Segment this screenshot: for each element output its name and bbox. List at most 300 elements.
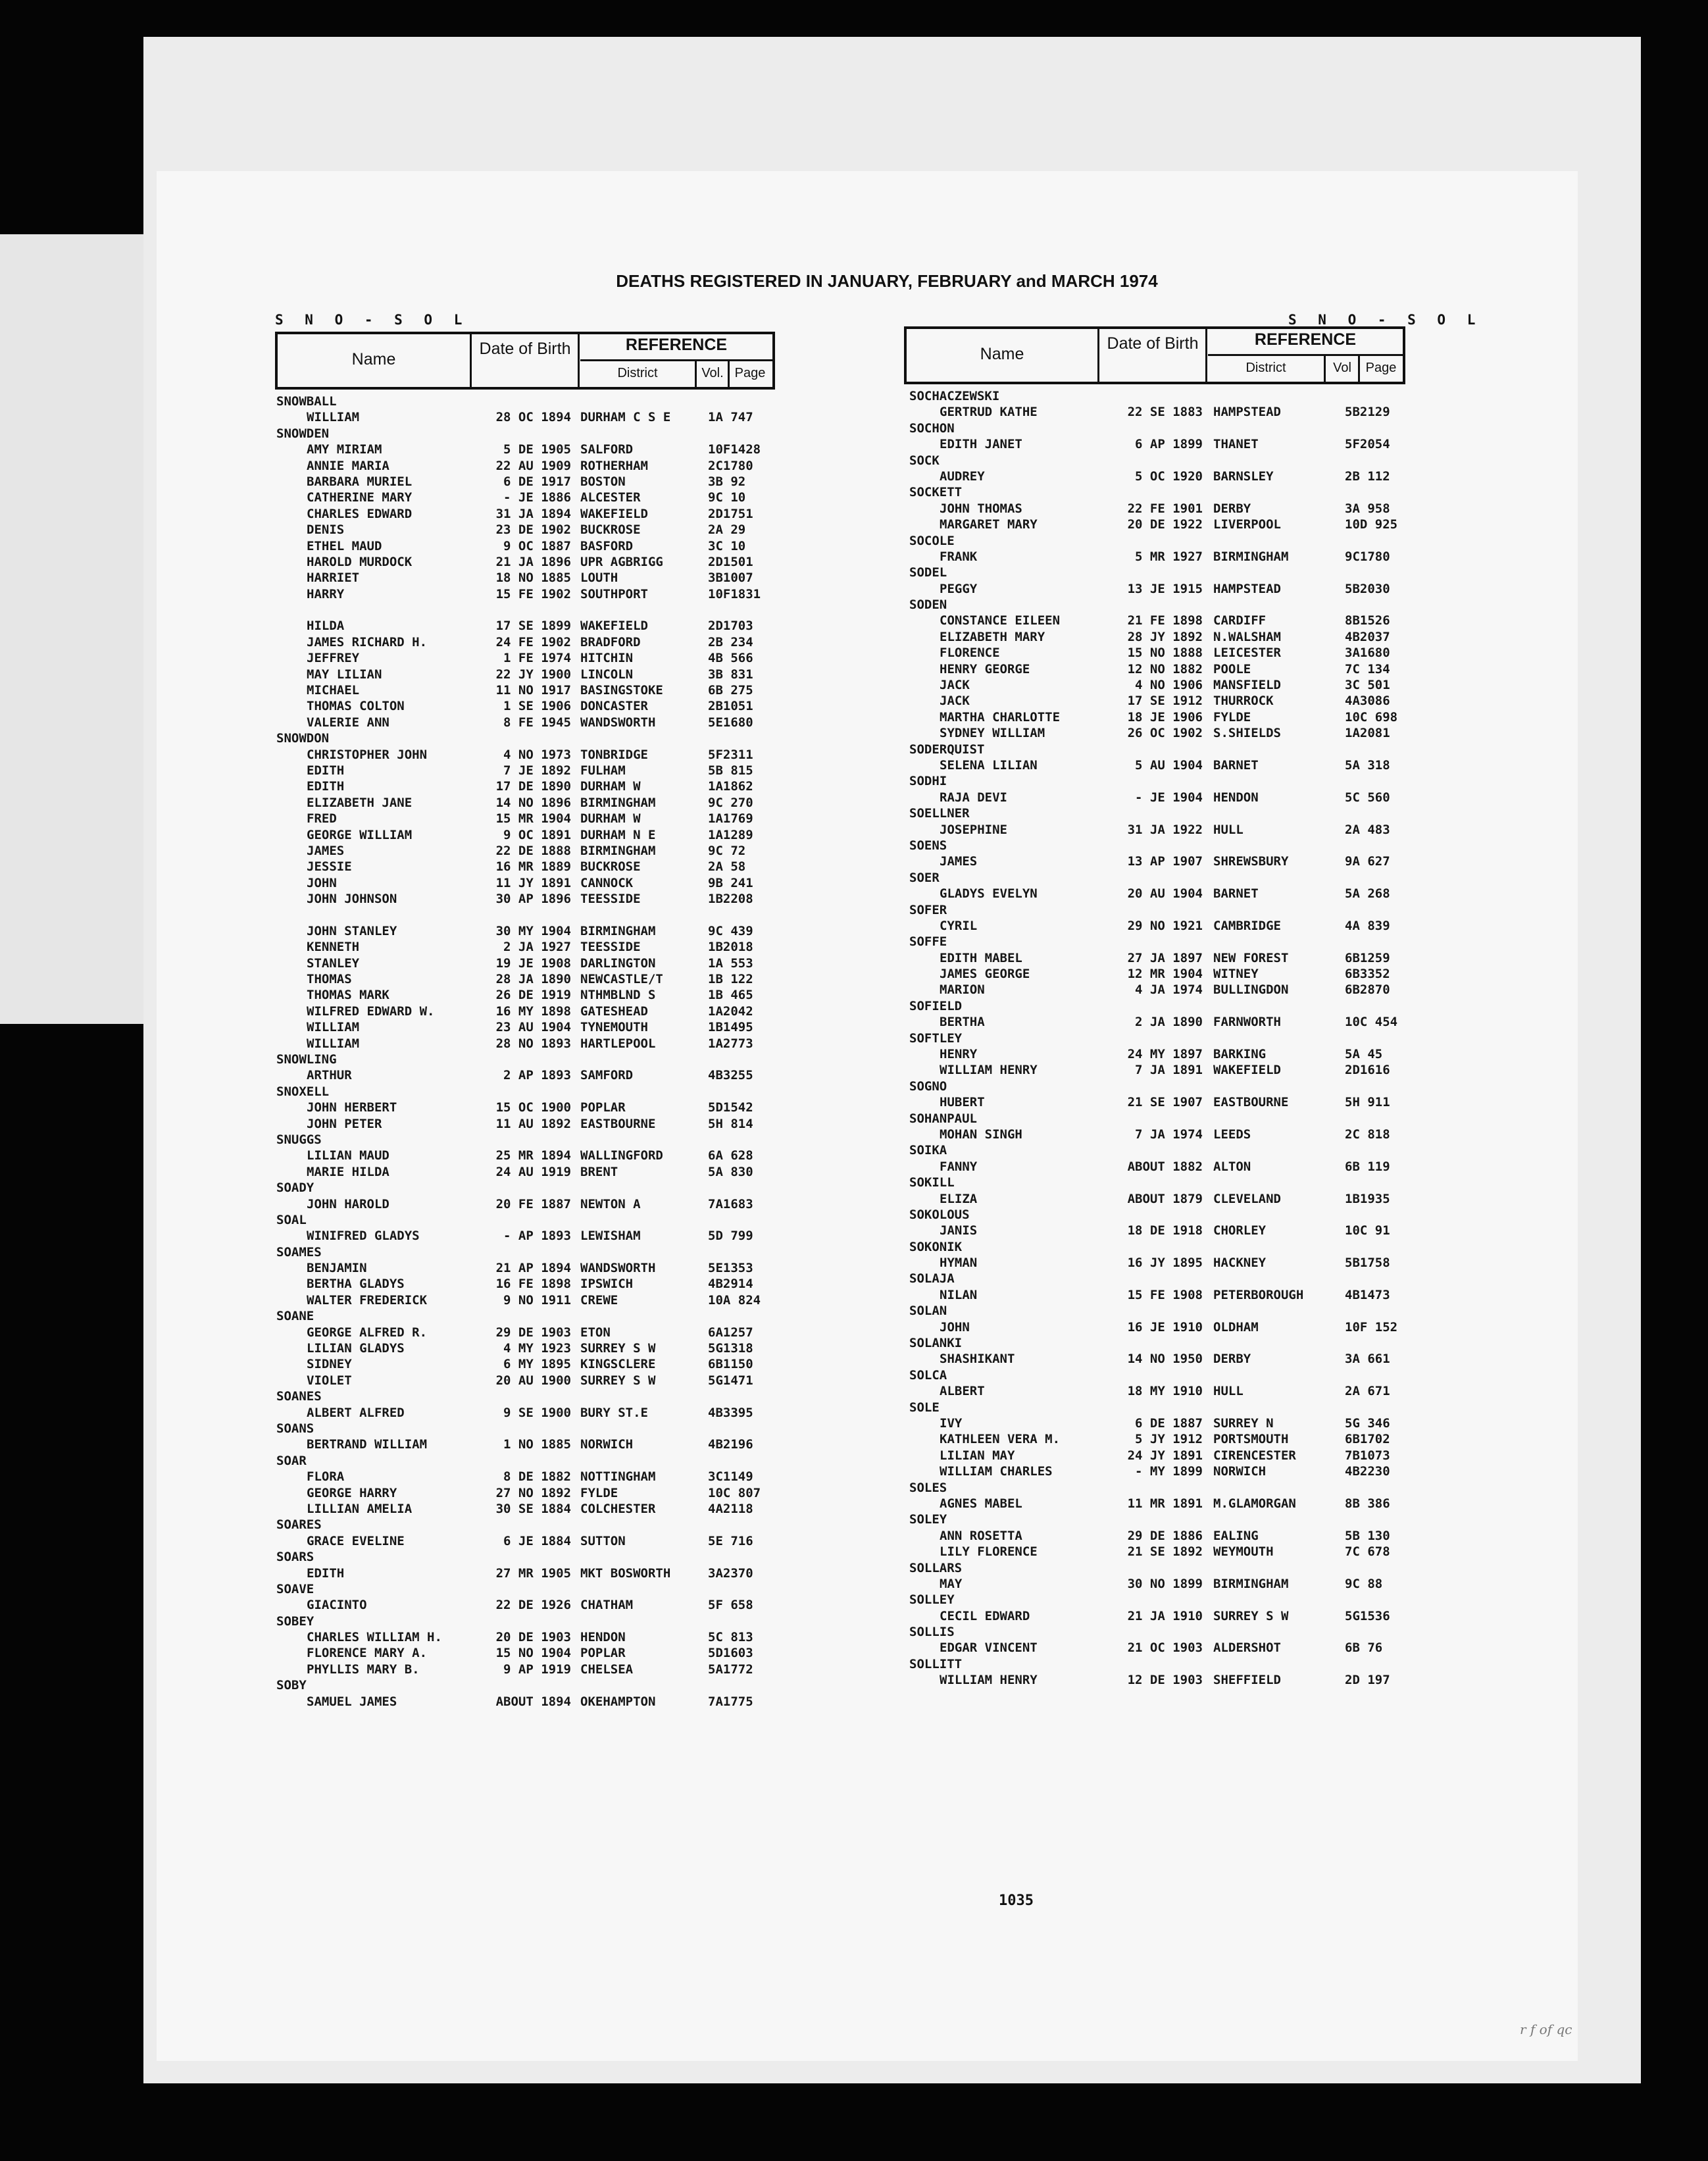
date-of-birth: 18 MY 1910 — [1127, 1384, 1203, 1399]
surname: SOFER — [909, 902, 947, 917]
register-entry — [909, 1672, 1409, 1688]
surname: SOADY — [276, 1181, 314, 1196]
date-of-birth: 11 JY 1891 — [495, 875, 571, 890]
surname-heading — [909, 453, 1409, 469]
surname-heading — [909, 742, 1409, 757]
surname: SOLLEY — [909, 1592, 955, 1608]
district: BASFORD — [580, 538, 634, 553]
surname: SODERQUIST — [909, 742, 985, 757]
date-of-birth: 15 MR 1904 — [495, 811, 571, 826]
surname-heading — [909, 870, 1409, 886]
register-entry — [276, 795, 776, 811]
surname-heading — [276, 1052, 776, 1067]
district: COLCHESTER — [580, 1501, 656, 1516]
register-entry — [909, 1431, 1409, 1447]
date-of-birth: 17 DE 1890 — [495, 779, 571, 794]
register-entry — [909, 661, 1409, 677]
surname: SOBY — [276, 1678, 307, 1693]
district: ALTON — [1213, 1159, 1251, 1174]
register-entry — [276, 1004, 776, 1019]
date-of-birth: 7 JA 1891 — [1135, 1063, 1203, 1078]
header-vol: Vol — [1333, 361, 1351, 375]
register-entry — [909, 613, 1409, 628]
reference: 1B2018 — [708, 940, 753, 955]
surname: SOFTLEY — [909, 1030, 963, 1046]
given-name: JOHN PETER — [307, 1116, 382, 1131]
date-of-birth: 15 NO 1888 — [1127, 646, 1203, 661]
given-name: WILLIAM HENRY — [940, 1673, 1038, 1688]
date-of-birth: 31 JA 1894 — [495, 506, 571, 521]
register-entry — [276, 1164, 776, 1180]
reference: 6B1150 — [708, 1357, 753, 1372]
reference: 5B2129 — [1345, 405, 1390, 420]
given-name: ETHEL MAUD — [307, 538, 382, 553]
header-district: District — [617, 366, 658, 380]
given-name: KENNETH — [307, 940, 360, 955]
given-name: FLORENCE MARY A. — [307, 1646, 428, 1661]
reference: 3B 831 — [708, 667, 753, 682]
surname-heading — [909, 597, 1409, 613]
reference: 9A 627 — [1345, 854, 1390, 869]
date-of-birth: 24 FE 1902 — [495, 634, 571, 649]
date-of-birth: 29 NO 1921 — [1127, 918, 1203, 933]
reference: 2C 818 — [1345, 1127, 1390, 1142]
reference: 5B 130 — [1345, 1528, 1390, 1543]
reference: 2D1501 — [708, 554, 753, 569]
district: UPR AGBRIGG — [580, 554, 663, 569]
district: NEWTON A — [580, 1196, 641, 1211]
header-vol: Vol. — [701, 366, 724, 380]
surname-heading — [909, 1175, 1409, 1190]
district: NORWICH — [580, 1437, 634, 1452]
district: DURHAM N E — [580, 827, 656, 842]
date-of-birth: 21 JA 1896 — [495, 554, 571, 569]
reference: 6A 628 — [708, 1148, 753, 1163]
surname: SOLCA — [909, 1367, 947, 1383]
register-entry — [909, 1576, 1409, 1592]
given-name: FRED — [307, 811, 337, 826]
register-entry — [276, 667, 776, 682]
reference: 5F2054 — [1345, 437, 1390, 452]
surname-heading — [276, 1453, 776, 1469]
date-of-birth: 12 NO 1882 — [1127, 661, 1203, 676]
district: BOSTON — [580, 474, 626, 489]
given-name: HENRY GEORGE — [940, 661, 1030, 676]
date-of-birth: 15 NO 1904 — [495, 1646, 571, 1661]
surname-heading — [909, 1656, 1409, 1672]
reference: 2A 29 — [708, 522, 746, 538]
given-name: JOHN — [307, 875, 337, 890]
register-entry — [909, 709, 1409, 725]
surname-heading — [276, 1517, 776, 1533]
district: CAMBRIDGE — [1213, 918, 1281, 933]
register-entry — [909, 404, 1409, 420]
district: EASTBOURNE — [1213, 1095, 1289, 1110]
given-name: BENJAMIN — [307, 1261, 367, 1276]
header-reference: REFERENCE — [625, 336, 728, 354]
district: BUCKROSE — [580, 859, 641, 875]
surname: SOKILL — [909, 1175, 955, 1190]
surname-heading — [909, 420, 1409, 436]
surname: SNOWLING — [276, 1052, 337, 1067]
given-name: HARRY — [307, 586, 345, 601]
register-entry — [276, 458, 776, 474]
given-name: SHASHIKANT — [940, 1352, 1015, 1367]
district: CANNOCK — [580, 875, 634, 890]
district: FARNWORTH — [1213, 1015, 1281, 1030]
register-entry — [276, 1373, 776, 1388]
date-of-birth: 16 JE 1910 — [1127, 1319, 1203, 1335]
district: ROTHERHAM — [580, 458, 648, 473]
reference: 5A 830 — [708, 1164, 753, 1179]
reference: 10C 91 — [1345, 1223, 1390, 1238]
district: SURREY S W — [1213, 1608, 1289, 1623]
district: BARNSLEY — [1213, 469, 1274, 484]
register-entry — [276, 1228, 776, 1244]
given-name: VALERIE ANN — [307, 715, 389, 730]
register-entry — [909, 886, 1409, 902]
date-of-birth: 22 DE 1926 — [495, 1598, 571, 1613]
surname: SOGNO — [909, 1079, 947, 1094]
register-entry — [276, 442, 776, 457]
surname-heading — [909, 533, 1409, 549]
surname: SOBEY — [276, 1614, 314, 1629]
given-name: CECIL EDWARD — [940, 1608, 1030, 1623]
district: POPLAR — [580, 1100, 626, 1115]
date-of-birth: 11 AU 1892 — [495, 1116, 571, 1131]
date-of-birth: 30 MY 1904 — [495, 923, 571, 938]
date-of-birth: 21 SE 1907 — [1127, 1095, 1203, 1110]
district: FYLDE — [580, 1485, 618, 1500]
surname-heading — [909, 1303, 1409, 1319]
date-of-birth: 22 DE 1888 — [495, 843, 571, 858]
given-name: PHYLLIS MARY B. — [307, 1662, 420, 1677]
given-name: WILLIAM — [307, 1036, 360, 1051]
surname: SOKOLOUS — [909, 1207, 970, 1222]
district: CREWE — [580, 1292, 618, 1308]
date-of-birth: 21 JA 1910 — [1127, 1608, 1203, 1623]
surname: SODEL — [909, 565, 947, 580]
register-entry — [276, 1019, 776, 1035]
register-entry — [276, 1597, 776, 1613]
reference: 4A 839 — [1345, 918, 1390, 933]
district: EALING — [1213, 1528, 1259, 1543]
date-of-birth: 2 JA 1890 — [1135, 1015, 1203, 1030]
register-entry — [276, 698, 776, 714]
register-entry — [909, 1415, 1409, 1431]
surname-heading — [909, 1592, 1409, 1608]
date-of-birth: 2 AP 1893 — [503, 1068, 571, 1083]
district: HAMPSTEAD — [1213, 405, 1281, 420]
district: WANDSWORTH — [580, 715, 656, 730]
district: WAKEFIELD — [1213, 1063, 1281, 1078]
reference: 3A 661 — [1345, 1352, 1390, 1367]
date-of-birth: 30 NO 1899 — [1127, 1576, 1203, 1591]
reference: 3C 10 — [708, 538, 746, 553]
reference: 5A 45 — [1345, 1047, 1383, 1062]
surname: SNOWBALL — [276, 394, 337, 409]
surname-heading — [276, 394, 776, 409]
register-entry — [276, 409, 776, 425]
district: CARDIFF — [1213, 613, 1267, 628]
register-entry — [909, 1640, 1409, 1656]
register-entry — [909, 757, 1409, 773]
surname-heading — [909, 934, 1409, 950]
date-of-birth: 20 FE 1887 — [495, 1196, 571, 1211]
reference: 5H 911 — [1345, 1095, 1390, 1110]
blank-line — [276, 602, 776, 618]
district: SURREY S W — [580, 1373, 656, 1388]
date-of-birth: - JE 1886 — [503, 490, 571, 505]
reference: 2D1703 — [708, 619, 753, 634]
reference: 2B 112 — [1345, 469, 1390, 484]
date-of-birth: 28 NO 1893 — [495, 1036, 571, 1051]
given-name: DENIS — [307, 522, 345, 538]
surname: SOFFE — [909, 934, 947, 950]
register-entry — [909, 469, 1409, 484]
header-dob: Date of Birth — [1107, 334, 1199, 353]
register-entry — [276, 811, 776, 826]
reference: 9B 241 — [708, 875, 753, 890]
district: BRADFORD — [580, 634, 641, 649]
surname: SOLLITT — [909, 1656, 963, 1671]
district: BIRMINGHAM — [580, 795, 656, 810]
given-name: GIACINTO — [307, 1598, 367, 1613]
district: BARKING — [1213, 1047, 1267, 1062]
given-name: ELIZA — [940, 1191, 978, 1206]
reference: 4B2914 — [708, 1277, 753, 1292]
date-of-birth: ABOUT 1879 — [1127, 1191, 1203, 1206]
reference: 5H 814 — [708, 1116, 753, 1131]
reference: 6A1257 — [708, 1325, 753, 1340]
given-name: MICHAEL — [307, 683, 360, 698]
given-name: JOHN THOMAS — [940, 501, 1022, 516]
given-name: EDITH JANET — [940, 437, 1022, 452]
reference: 6B 76 — [1345, 1640, 1383, 1656]
register-entry — [909, 1608, 1409, 1624]
district: CHORLEY — [1213, 1223, 1267, 1238]
district: FYLDE — [1213, 709, 1251, 725]
surname-heading — [909, 1271, 1409, 1286]
surname: SOLANKI — [909, 1336, 963, 1351]
date-of-birth: 16 FE 1898 — [495, 1277, 571, 1292]
register-entry — [276, 506, 776, 522]
surname-heading — [276, 1084, 776, 1100]
header-reference: REFERENCE — [1254, 330, 1357, 349]
district: NORWICH — [1213, 1464, 1267, 1479]
district: DURHAM C S E — [580, 410, 671, 425]
district: THURROCK — [1213, 694, 1274, 709]
given-name: RAJA DEVI — [940, 790, 1007, 805]
given-name: HAROLD MURDOCK — [307, 554, 413, 569]
district: DERBY — [1213, 1352, 1251, 1367]
register-entry — [276, 715, 776, 730]
district: NTHMBLND S — [580, 988, 656, 1003]
district: HAMPSTEAD — [1213, 581, 1281, 596]
date-of-birth: - AP 1893 — [503, 1229, 571, 1244]
surname: SOLLARS — [909, 1560, 963, 1575]
given-name: ELIZABETH MARY — [940, 629, 1045, 644]
register-entry — [909, 1448, 1409, 1463]
surname-heading — [909, 1560, 1409, 1576]
register-entry — [276, 1116, 776, 1132]
register-entry — [276, 490, 776, 505]
district: BRENT — [580, 1164, 618, 1179]
district: DURHAM W — [580, 779, 641, 794]
date-of-birth: 5 AU 1904 — [1135, 757, 1203, 773]
district: HENDON — [1213, 790, 1259, 805]
register-entry — [909, 1255, 1409, 1271]
date-of-birth: 11 MR 1891 — [1127, 1496, 1203, 1511]
surname: SOARS — [276, 1550, 314, 1565]
given-name: CHARLES WILLIAM H. — [307, 1630, 442, 1645]
district: BURY ST.E — [580, 1405, 648, 1420]
district: M.GLAMORGAN — [1213, 1496, 1296, 1511]
given-name: ANN ROSETTA — [940, 1528, 1022, 1543]
date-of-birth: 16 MY 1898 — [495, 1004, 571, 1019]
given-name: WILLIAM HENRY — [940, 1063, 1038, 1078]
register-entry — [909, 1127, 1409, 1142]
district: ALCESTER — [580, 490, 641, 505]
date-of-birth: - JE 1904 — [1135, 790, 1203, 805]
reference: 7A1775 — [708, 1694, 753, 1709]
given-name: CYRIL — [940, 918, 978, 933]
district: CHELSEA — [580, 1662, 634, 1677]
given-name: AUDREY — [940, 469, 985, 484]
district: TYNEMOUTH — [580, 1020, 648, 1035]
reference: 1B 122 — [708, 972, 753, 987]
given-name: ALBERT ALFRED — [307, 1405, 405, 1420]
surname: SOCHACZEWSKI — [909, 389, 1000, 403]
district: PETERBOROUGH — [1213, 1287, 1304, 1302]
given-name: ELIZABETH JANE — [307, 795, 413, 810]
surname: SOAVE — [276, 1581, 314, 1596]
register-entry — [276, 747, 776, 763]
date-of-birth: 1 SE 1906 — [503, 699, 571, 714]
given-name: JAMES — [940, 854, 978, 869]
district: KINGSCLERE — [580, 1357, 656, 1372]
date-of-birth: 18 NO 1885 — [495, 571, 571, 586]
date-of-birth: 27 JA 1897 — [1127, 950, 1203, 965]
register-entry — [909, 725, 1409, 741]
register-entry — [276, 682, 776, 698]
reference: 9C 72 — [708, 843, 746, 858]
surname: SOHANPAUL — [909, 1111, 977, 1126]
date-of-birth: - MY 1899 — [1135, 1464, 1203, 1479]
register-page — [157, 171, 1578, 2061]
district: BIRMINGHAM — [1213, 1576, 1289, 1591]
surname: SOANS — [276, 1421, 314, 1436]
surname-heading — [276, 426, 776, 442]
reference: 3B1007 — [708, 571, 753, 586]
date-of-birth: 5 MR 1927 — [1135, 549, 1203, 564]
district: SOUTHPORT — [580, 586, 648, 601]
surname: SOAL — [276, 1212, 307, 1227]
register-entry — [909, 1528, 1409, 1544]
surname-heading — [276, 1549, 776, 1565]
register-entry — [909, 1062, 1409, 1078]
register-entry — [276, 875, 776, 891]
register-entry — [276, 1260, 776, 1276]
reference: 10F1428 — [708, 442, 761, 457]
given-name: SIDNEY — [307, 1357, 352, 1372]
given-name: STANLEY — [307, 955, 360, 971]
given-name: LILIAN GLADYS — [307, 1341, 405, 1356]
given-name: BERTRAND WILLIAM — [307, 1437, 428, 1452]
surname-heading — [909, 1512, 1409, 1527]
register-entry — [909, 581, 1409, 597]
reference: 6B 119 — [1345, 1159, 1390, 1174]
district: MANSFIELD — [1213, 678, 1281, 693]
date-of-birth: 24 AU 1919 — [495, 1164, 571, 1179]
district: MKT BOSWORTH — [580, 1565, 671, 1581]
register-entry — [909, 966, 1409, 982]
given-name: FLORENCE — [940, 646, 1000, 661]
date-of-birth: 21 AP 1894 — [495, 1261, 571, 1276]
reference: 4A3086 — [1345, 694, 1390, 709]
register-entry — [276, 1405, 776, 1421]
reference: 4B3255 — [708, 1068, 753, 1083]
given-name: HARRIET — [307, 571, 360, 586]
given-name: JESSIE — [307, 859, 352, 875]
reference: 1A 553 — [708, 955, 753, 971]
district: BUCKROSE — [580, 522, 641, 538]
given-name: HENRY — [940, 1047, 978, 1062]
given-name: MARTHA CHARLOTTE — [940, 709, 1061, 725]
register-entry — [909, 517, 1409, 532]
given-name: FLORA — [307, 1469, 345, 1485]
register-entry — [276, 1067, 776, 1083]
reference: 10A 824 — [708, 1292, 761, 1308]
date-of-birth: 6 JE 1884 — [503, 1533, 571, 1548]
date-of-birth: 14 NO 1950 — [1127, 1352, 1203, 1367]
given-name: GEORGE HARRY — [307, 1485, 397, 1500]
given-name: GLADYS EVELYN — [940, 886, 1038, 902]
reference: 4B 566 — [708, 651, 753, 666]
reference: 10C 807 — [708, 1485, 761, 1500]
register-entry — [276, 1196, 776, 1212]
date-of-birth: 23 DE 1902 — [495, 522, 571, 538]
date-of-birth: 22 AU 1909 — [495, 458, 571, 473]
header-page: Page — [734, 366, 766, 380]
register-entry — [276, 1485, 776, 1501]
district: SUTTON — [580, 1533, 626, 1548]
register-entry — [909, 790, 1409, 805]
district: NEW FOREST — [1213, 950, 1289, 965]
reference: 5F 658 — [708, 1598, 753, 1613]
given-name: BERTHA GLADYS — [307, 1277, 405, 1292]
date-of-birth: 7 JA 1974 — [1135, 1127, 1203, 1142]
reference: 3A2370 — [708, 1565, 753, 1581]
date-of-birth: 29 DE 1903 — [495, 1325, 571, 1340]
date-of-birth: 5 JY 1912 — [1135, 1432, 1203, 1447]
reference: 3C 501 — [1345, 678, 1390, 693]
surname-heading — [276, 730, 776, 746]
header-name: Name — [351, 350, 396, 369]
date-of-birth: 28 OC 1894 — [495, 410, 571, 425]
surname-heading — [909, 773, 1409, 789]
date-of-birth: 12 MR 1904 — [1127, 967, 1203, 982]
reference: 10D 925 — [1345, 517, 1398, 532]
date-of-birth: 24 MY 1897 — [1127, 1047, 1203, 1062]
reference: 1B1935 — [1345, 1191, 1390, 1206]
date-of-birth: ABOUT 1882 — [1127, 1159, 1203, 1174]
given-name: JACK — [940, 678, 970, 693]
given-name: LILY FLORENCE — [940, 1544, 1038, 1560]
surname-heading — [909, 1367, 1409, 1383]
surname-heading — [276, 1614, 776, 1629]
surname: SOFIELD — [909, 998, 963, 1013]
